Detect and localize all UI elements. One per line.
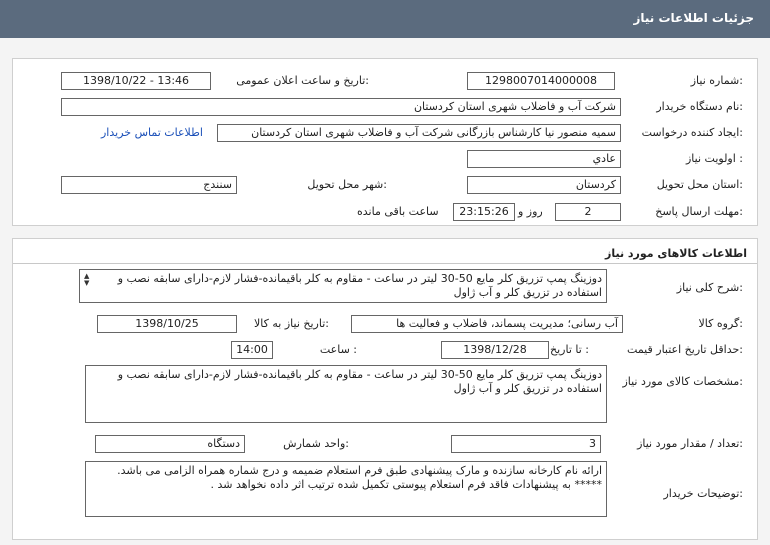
need-date-field: 1398/10/25	[97, 315, 237, 333]
spec-label: مشخصات کالای مورد نیاز:	[622, 375, 743, 388]
goods-section-title: اطلاعات کالاهای مورد نیاز	[605, 247, 747, 260]
validity-date-field: 1398/12/28	[441, 341, 549, 359]
validity-time-field: 14:00	[231, 341, 273, 359]
spec-field: دوزینگ پمپ تزریق کلر مایع 50-30 لیتر در ساعت - مقاوم به کلر باقیمانده-فشار لازم-دارای سابقه نصب و استفاده در تزریق کلر و آب ژاول	[85, 365, 607, 423]
creator-label: ایجاد کننده درخواست:	[641, 126, 743, 139]
qty-field: 3	[451, 435, 601, 453]
notes-label: توضیحات خریدار:	[663, 487, 743, 500]
announce-field: 1398/10/22 - 13:46	[61, 72, 211, 90]
page-title: جزئیات اطلاعات نیاز	[633, 11, 754, 25]
unit-field: دستگاه	[95, 435, 245, 453]
contact-buyer-link[interactable]: اطلاعات تماس خریدار	[101, 126, 203, 139]
days-unit: روز و	[518, 205, 543, 218]
section-divider	[13, 263, 757, 264]
priority-field: عادي	[467, 150, 621, 168]
validity-label: حداقل تاریخ اعتبار قیمت:	[627, 343, 743, 356]
general-desc-label: شرح کلی نیاز:	[676, 281, 743, 294]
need-number-field: 1298007014000008	[467, 72, 615, 90]
time-suffix: ساعت باقی مانده	[357, 205, 439, 218]
until-label: تا تاریخ :	[550, 343, 589, 356]
need-date-label: تاریخ نیاز به کالا:	[254, 317, 329, 330]
days-field: 2	[555, 203, 621, 221]
hour-label: ساعت :	[319, 343, 357, 356]
time-field: 23:15:26	[453, 203, 515, 221]
scroll-arrows-icon[interactable]: ▲ ▼	[84, 272, 90, 287]
city-field: سنندج	[61, 176, 237, 194]
need-info-panel	[12, 58, 758, 226]
notes-field: ارائه نام کارخانه سازنده و مارک پیشنهادی طبق فرم استعلام ضمیمه و درج شماره همراه الزامی می باشد. ***** به پیشنهادات فاقد فرم استعلام پیوستی تکمیل شده ترتیب اثر داده نخواهد شد .	[85, 461, 607, 517]
goods-info-panel	[12, 238, 758, 540]
buyer-field: شرکت آب و فاضلاب شهری استان کردستان	[61, 98, 621, 116]
general-desc-text: دوزینگ پمپ تزریق کلر مایع 50-30 لیتر در ساعت - مقاوم به کلر باقیمانده-فشار لازم-دارای سابقه نصب و استفاده در تزریق کلر و آب ژاول	[117, 272, 602, 299]
deadline-label: مهلت ارسال پاسخ:	[655, 205, 743, 218]
city-label: شهر محل تحویل:	[307, 178, 387, 191]
announce-label: تاریخ و ساعت اعلان عمومی:	[236, 74, 369, 87]
qty-label: تعداد / مقدار مورد نیاز:	[637, 437, 743, 450]
priority-label: اولویت نیاز :	[685, 152, 743, 165]
group-field: آب رسانی؛ مدیریت پسماند، فاضلاب و فعالیت ها	[351, 315, 623, 333]
creator-field: سمیه منصور نیا کارشناس بازرگانی شرکت آب و فاضلاب شهری استان کردستان	[217, 124, 621, 142]
province-field: کردستان	[467, 176, 621, 194]
general-desc-field	[79, 269, 607, 303]
buyer-label: نام دستگاه خریدار:	[656, 100, 743, 113]
header-bar	[0, 0, 770, 38]
group-label: گروه کالا:	[698, 317, 743, 330]
need-number-label: شماره نیاز:	[690, 74, 743, 87]
unit-label: واحد شمارش:	[283, 437, 349, 450]
province-label: استان محل تحویل:	[656, 178, 743, 191]
